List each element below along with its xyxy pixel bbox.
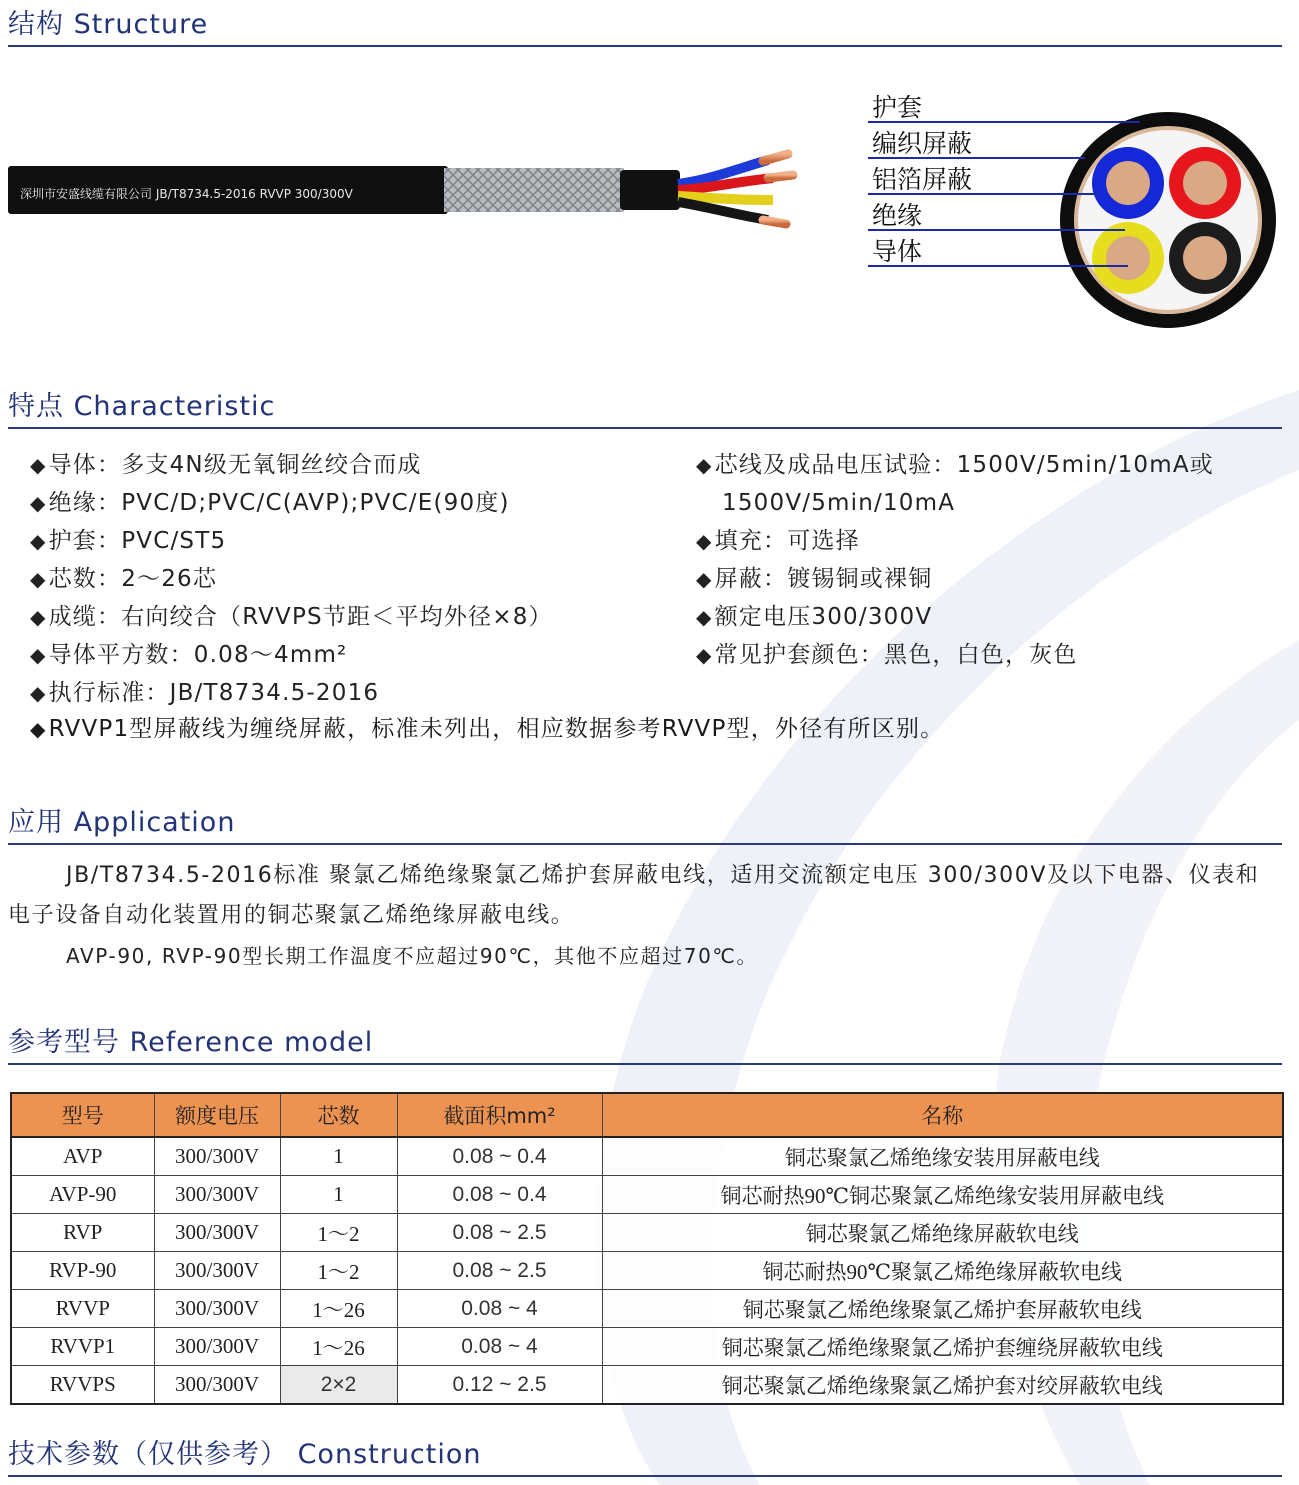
char-item: ◆导体平方数：0.08～4mm² bbox=[30, 642, 348, 668]
char-item: ◆屏蔽：镀锡铜或裸铜 bbox=[696, 566, 933, 592]
header-cores: 芯数 bbox=[280, 1093, 397, 1137]
cell-cross-section: 0.08 ~ 0.4 bbox=[397, 1176, 602, 1214]
cell-model: RVP-90 bbox=[11, 1252, 154, 1290]
label-foil-shield: 铝箔屏蔽 bbox=[872, 165, 973, 194]
table-row bbox=[11, 1214, 1283, 1252]
char-item: ◆额定电压300/300V bbox=[696, 604, 933, 630]
cell-voltage: 300/300V bbox=[154, 1290, 280, 1328]
braid-shield bbox=[444, 168, 624, 212]
cell-voltage: 300/300V bbox=[154, 1176, 280, 1214]
cable-photo bbox=[8, 120, 798, 240]
cell-voltage: 300/300V bbox=[154, 1366, 280, 1405]
cell-model: AVP bbox=[11, 1137, 154, 1176]
char-item: ◆护套：PVC/ST5 bbox=[30, 528, 227, 554]
cell-model: RVP bbox=[11, 1214, 154, 1252]
header-cross-section: 截面积mm² bbox=[397, 1093, 602, 1137]
cell-cores: 1～26 bbox=[280, 1328, 397, 1366]
char-item: ◆芯数：2～26芯 bbox=[30, 566, 218, 592]
core-yellow-conductor bbox=[1106, 236, 1150, 280]
cell-cores: 1 bbox=[280, 1137, 397, 1176]
cell-cross-section: 0.08 ~ 4 bbox=[397, 1328, 602, 1366]
cell-model: RVVPS bbox=[11, 1366, 154, 1405]
cell-name: 铜芯聚氯乙烯绝缘聚氯乙烯护套屏蔽软电线 bbox=[602, 1290, 1283, 1328]
char-item: ◆芯线及成品电压试验：1500V/5min/10mA或 bbox=[696, 452, 1214, 478]
reference-model-table bbox=[10, 1092, 1284, 1405]
cell-cores: 2×2 bbox=[280, 1366, 397, 1405]
char-item: ◆成缆：右向绞合（RVVPS节距＜平均外径×8） bbox=[30, 604, 553, 630]
header-rated-voltage: 额度电压 bbox=[154, 1093, 280, 1137]
application-temperature-note: AVP-90, RVP-90型长期工作温度不应超过90℃，其他不应超过70℃。 bbox=[66, 944, 759, 968]
char-item: 1500V/5min/10mA bbox=[722, 490, 956, 516]
cell-name: 铜芯聚氯乙烯绝缘安装用屏蔽电线 bbox=[602, 1137, 1283, 1176]
section-heading-reference-model: 参考型号 Reference model bbox=[8, 1020, 1282, 1065]
core-blue-conductor bbox=[1106, 161, 1150, 205]
characteristics-left bbox=[30, 446, 553, 712]
cell-cross-section: 0.12 ~ 2.5 bbox=[397, 1366, 602, 1405]
core-yellow bbox=[678, 196, 773, 200]
cell-voltage: 300/300V bbox=[154, 1137, 280, 1176]
header-name: 名称 bbox=[602, 1093, 1283, 1137]
table-row bbox=[11, 1328, 1283, 1366]
cell-cores: 1～2 bbox=[280, 1214, 397, 1252]
table-row bbox=[11, 1252, 1283, 1290]
copper-2 bbox=[768, 175, 793, 178]
cell-cross-section: 0.08 ~ 4 bbox=[397, 1290, 602, 1328]
inner-jacket bbox=[620, 170, 680, 210]
char-item: ◆导体：多支4N级无氧铜丝绞合而成 bbox=[30, 452, 422, 478]
characteristics-note: ◆RVVP1型屏蔽线为缠绕屏蔽，标准未列出，相应数据参考RVVP型，外径有所区别。 bbox=[30, 716, 945, 742]
cell-model: RVVP bbox=[11, 1290, 154, 1328]
cell-name: 铜芯聚氯乙烯绝缘聚氯乙烯护套对绞屏蔽软电线 bbox=[602, 1366, 1283, 1405]
section-heading-structure: 结构 Structure bbox=[8, 2, 1282, 47]
label-braid-shield: 编织屏蔽 bbox=[872, 129, 973, 158]
section-heading-characteristic: 特点 Characteristic bbox=[8, 384, 1282, 429]
cell-cores: 1～2 bbox=[280, 1252, 397, 1290]
char-item: ◆常见护套颜色：黑色，白色，灰色 bbox=[696, 642, 1078, 668]
section-heading-application: 应用 Application bbox=[8, 800, 1282, 845]
application-paragraph: JB/T8734.5-2016标准 聚氯乙烯绝缘聚氯乙烯护套屏蔽电线，适用交流额定电压 300/300V及以下电器、仪表和电子设备自动化装置用的铜芯聚氯乙烯绝缘屏蔽电线。 bbox=[8, 863, 1260, 928]
cell-cross-section: 0.08 ~ 2.5 bbox=[397, 1214, 602, 1252]
cable-print-text: 深圳市安盛线缆有限公司 JB/T8734.5-2016 RVVP 300/300V bbox=[20, 187, 353, 201]
cell-voltage: 300/300V bbox=[154, 1214, 280, 1252]
table-row bbox=[11, 1137, 1283, 1176]
copper-1 bbox=[763, 154, 788, 161]
cell-voltage: 300/300V bbox=[154, 1252, 280, 1290]
cell-name: 铜芯聚氯乙烯绝缘聚氯乙烯护套缠绕屏蔽软电线 bbox=[602, 1328, 1283, 1366]
cell-name: 铜芯聚氯乙烯绝缘屏蔽软电线 bbox=[602, 1214, 1283, 1252]
cable-cross-section bbox=[860, 88, 1290, 338]
cell-cross-section: 0.08 ~ 0.4 bbox=[397, 1137, 602, 1176]
char-item: ◆填充：可选择 bbox=[696, 528, 860, 554]
table-row bbox=[11, 1366, 1283, 1405]
cell-model: RVVP1 bbox=[11, 1328, 154, 1366]
char-item: ◆执行标准：JB/T8734.5-2016 bbox=[30, 680, 380, 706]
label-jacket: 护套 bbox=[872, 93, 923, 122]
table-row bbox=[11, 1290, 1283, 1328]
application-text bbox=[8, 856, 1278, 976]
cell-cores: 1～26 bbox=[280, 1290, 397, 1328]
label-insulation: 绝缘 bbox=[872, 201, 923, 230]
core-red-conductor bbox=[1183, 161, 1227, 205]
header-model: 型号 bbox=[11, 1093, 154, 1137]
table-row bbox=[11, 1176, 1283, 1214]
table-header-row bbox=[11, 1093, 1283, 1137]
cell-model: AVP-90 bbox=[11, 1176, 154, 1214]
label-conductor: 导体 bbox=[872, 237, 923, 266]
cell-name: 铜芯耐热90℃铜芯聚氯乙烯绝缘安装用屏蔽电线 bbox=[602, 1176, 1283, 1214]
cell-voltage: 300/300V bbox=[154, 1328, 280, 1366]
core-black-conductor bbox=[1183, 236, 1227, 280]
copper-4 bbox=[763, 220, 786, 224]
char-item: ◆绝缘：PVC/D;PVC/C(AVP);PVC/E(90度) bbox=[30, 490, 510, 516]
cell-name: 铜芯耐热90℃聚氯乙烯绝缘屏蔽软电线 bbox=[602, 1252, 1283, 1290]
cell-cross-section: 0.08 ~ 2.5 bbox=[397, 1252, 602, 1290]
characteristics-right bbox=[696, 446, 1214, 674]
section-heading-construction: 技术参数（仅供参考） Construction bbox=[8, 1432, 1282, 1477]
cell-cores: 1 bbox=[280, 1176, 397, 1214]
